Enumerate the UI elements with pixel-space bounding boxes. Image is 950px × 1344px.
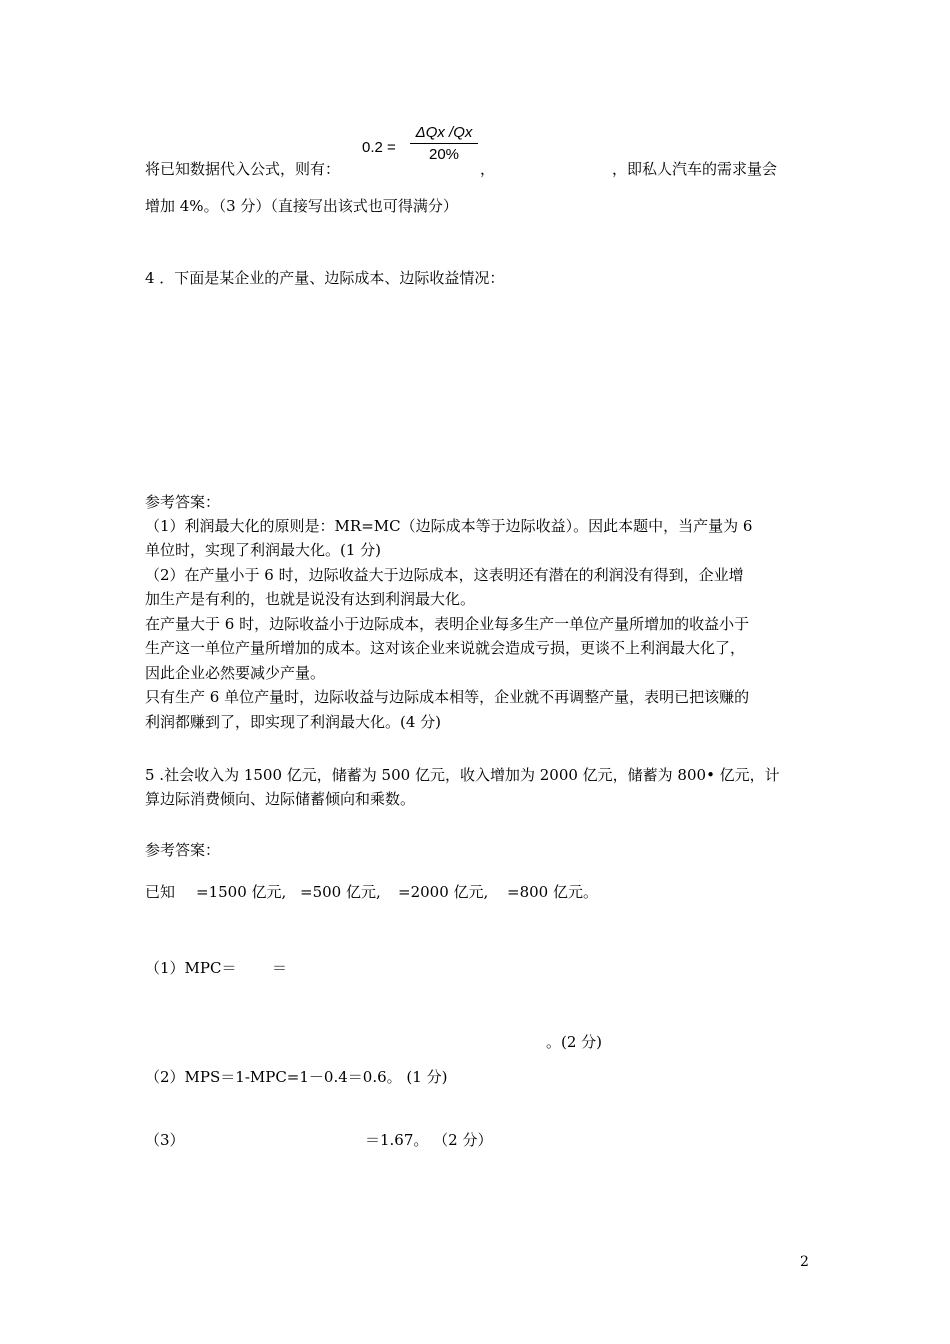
q5-title-line1: 5 .社会收入为 1500 亿元，储蓄为 500 亿元，收入增加为 2000 亿元，储蓄为 800• 亿元，计 — [145, 766, 780, 784]
q4-answer-line: （2）在产量小于 6 时，边际收益大于边际成本，这表明还有潜在的利润没有得到，企业增 — [145, 566, 744, 584]
q5-multiplier-label: （3） — [145, 1131, 185, 1149]
q4-answer-line: 只有生产 6 单位产量时，边际收益与边际成本相等，企业就不再调整产量，表明已把该赚的 — [145, 688, 750, 706]
formula-denominator: 20% — [428, 146, 460, 163]
q4-answer-line: （1）利润最大化的原则是：MR=MC（边际成本等于边际收益）。因此本题中，当产量为 6 — [145, 517, 753, 535]
q5-title-line2: 算边际消费倾向、边际储蓄倾向和乘数。 — [145, 790, 416, 808]
formula-numerator: ΔQx /Qx — [415, 124, 473, 141]
q4-answer-line: 生产这一单位产量所增加的成本。这对该企业来说就会造成亏损，更谈不上利润最大化了， — [145, 639, 746, 657]
formula-line2: 增加 4%。（3 分）（直接写出该式也可得满分） — [145, 197, 458, 215]
page-number: 2 — [800, 1254, 809, 1270]
q4-answer-line: 因此企业必然要减少产量。 — [145, 664, 326, 682]
formula-fraction — [410, 124, 478, 163]
q4-answer-line: 加生产是有利的，也就是说没有达到利润最大化。 — [145, 590, 476, 608]
q4-answer-line: 利润都赚到了，即实现了利润最大化。(4 分) — [145, 713, 442, 731]
q5-mpc-equals: ＝ — [272, 959, 288, 977]
q5-multiplier-value: ＝1.67。 （2 分） — [365, 1131, 493, 1149]
q4-answer-heading: 参考答案： — [145, 493, 221, 511]
q4-answer-line: 单位时，实现了利润最大化。(1 分) — [145, 541, 382, 559]
formula-lead-text: 将已知数据代入公式，则有： — [145, 160, 341, 178]
q5-known-value-2: =500 亿元, — [300, 883, 381, 901]
q5-mps-line: （2）MPS＝1-MPC=1－0.4＝0.6。 (1 分) — [145, 1068, 448, 1086]
q5-mpc-points: 。(2 分) — [546, 1033, 603, 1051]
q4-answer-line: 在产量大于 6 时，边际收益小于边际成本，表明企业每多生产一单位产量所增加的收益小于 — [145, 615, 750, 633]
q5-known-prefix: 已知 — [145, 883, 176, 901]
q5-answer-heading: 参考答案： — [145, 841, 221, 859]
q5-mpc-label: （1）MPC＝ — [145, 959, 237, 977]
formula-comma: ， — [480, 160, 496, 178]
formula-tail-text: ，即私人汽车的需求量会 — [612, 160, 778, 178]
q5-known-value-1: =1500 亿元, — [196, 883, 287, 901]
q4-title: 4 ．下面是某企业的产量、边际成本、边际收益情况： — [145, 269, 505, 287]
q5-known-value-4: =800 亿元。 — [507, 883, 598, 901]
q5-known-value-3: =2000 亿元, — [398, 883, 489, 901]
formula-lhs: 0.2 = — [362, 139, 396, 156]
